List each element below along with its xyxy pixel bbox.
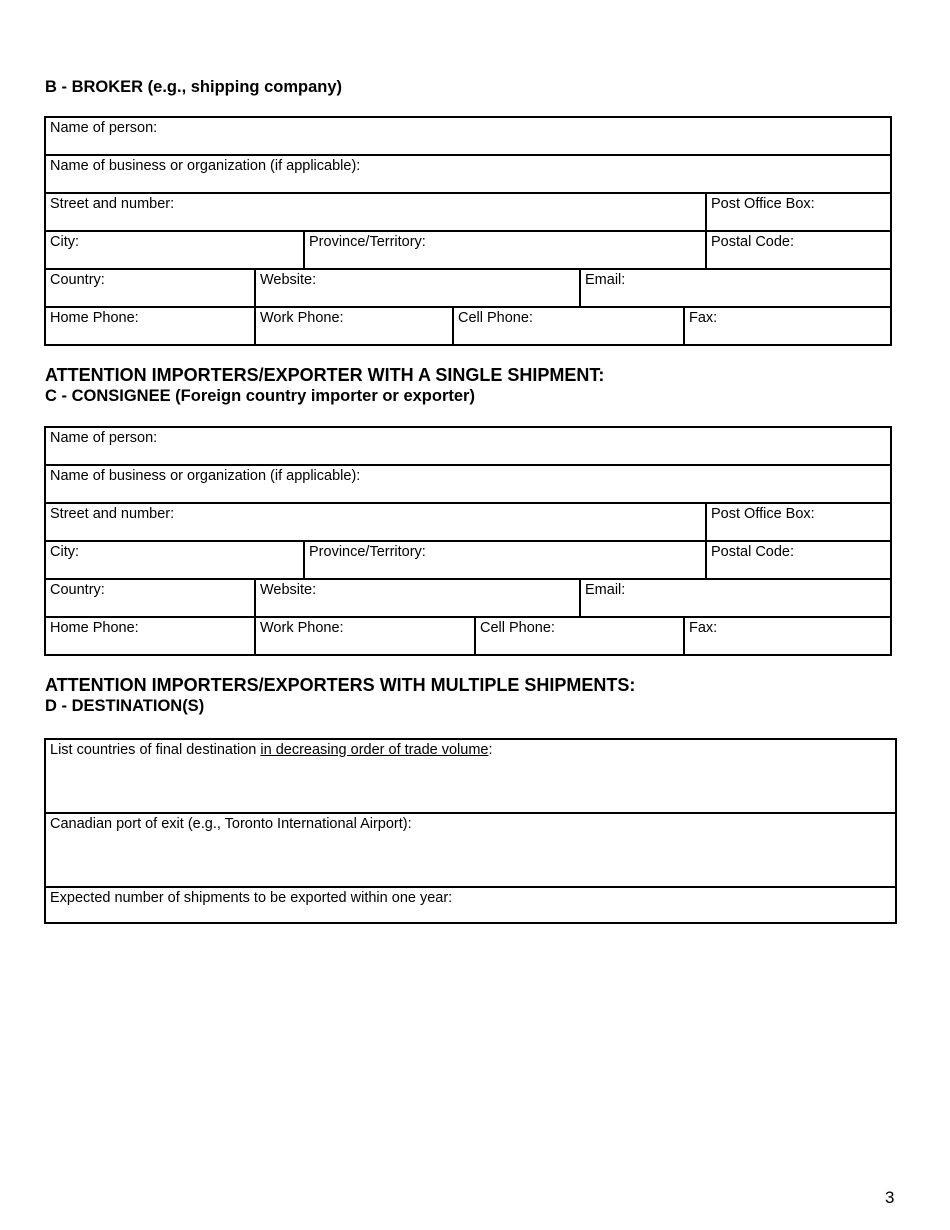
consignee-email-field[interactable]: [579, 580, 890, 616]
destinations-row-countries: [46, 740, 895, 814]
page-number: 3: [885, 1188, 895, 1207]
broker-row-contact: [46, 270, 890, 308]
field-label: Email:: [585, 582, 626, 598]
consignee-row-person: [46, 428, 890, 466]
field-label: City:: [50, 544, 79, 560]
field-label: Post Office Box:: [711, 196, 815, 212]
field-label: Home Phone:: [50, 620, 139, 636]
field-label: Canadian port of exit (e.g., Toronto International Airport):: [50, 816, 412, 832]
destination-countries-field[interactable]: [46, 740, 895, 812]
field-label: Expected number of shipments to be exported within one year:: [50, 890, 453, 906]
field-label: Home Phone:: [50, 310, 139, 326]
consignee-city-field[interactable]: [46, 542, 303, 578]
field-label: Fax:: [689, 310, 718, 326]
consignee-row-city: [46, 542, 890, 580]
consignee-street-field[interactable]: [46, 504, 705, 540]
field-label-emphasis: in decreasing order of trade volume: [260, 742, 489, 758]
broker-country-field[interactable]: [46, 270, 254, 306]
broker-po-box-field[interactable]: [705, 194, 890, 230]
consignee-name-of-person-field[interactable]: [46, 428, 890, 464]
consignee-business-name-field[interactable]: [46, 466, 890, 502]
broker-website-field[interactable]: [254, 270, 579, 306]
field-label: Name of person:: [50, 120, 158, 136]
field-label: Street and number:: [50, 196, 175, 212]
field-label: Post Office Box:: [711, 506, 815, 522]
consignee-website-field[interactable]: [254, 580, 579, 616]
broker-street-field[interactable]: [46, 194, 705, 230]
destinations-row-shipments: [46, 888, 895, 922]
field-label: Website:: [260, 582, 317, 598]
shipments-count-field[interactable]: [46, 888, 895, 922]
consignee-row-business: [46, 466, 890, 504]
broker-row-business: [46, 156, 890, 194]
consignee-po-box-field[interactable]: [705, 504, 890, 540]
consignee-row-contact: [46, 580, 890, 618]
field-label: Cell Phone:: [480, 620, 555, 636]
broker-form: [44, 116, 892, 346]
field-label-suffix: :: [488, 742, 493, 758]
broker-province-field[interactable]: [303, 232, 705, 268]
destinations-row-port: [46, 814, 895, 888]
broker-work-phone-field[interactable]: [254, 308, 452, 344]
broker-fax-field[interactable]: [683, 308, 890, 344]
broker-business-name-field[interactable]: [46, 156, 890, 192]
field-label: Work Phone:: [260, 620, 344, 636]
field-label: Work Phone:: [260, 310, 344, 326]
consignee-country-field[interactable]: [46, 580, 254, 616]
field-label: Fax:: [689, 620, 718, 636]
field-label: City:: [50, 234, 79, 250]
field-label: List countries of final destination: [50, 742, 261, 758]
field-label: Country:: [50, 582, 105, 598]
field-label: Website:: [260, 272, 317, 288]
field-label: Name of business or organization (if applicable):: [50, 158, 361, 174]
consignee-fax-field[interactable]: [683, 618, 890, 654]
port-of-exit-field[interactable]: [46, 814, 895, 886]
field-label: Email:: [585, 272, 626, 288]
consignee-cell-phone-field[interactable]: [474, 618, 683, 654]
field-label: Province/Territory:: [309, 544, 426, 560]
field-label: Province/Territory:: [309, 234, 426, 250]
field-label: Country:: [50, 272, 105, 288]
destinations-heading: D - DESTINATION(S): [45, 697, 205, 715]
consignee-row-phones: [46, 618, 890, 654]
field-label: Postal Code:: [711, 544, 795, 560]
consignee-work-phone-field[interactable]: [254, 618, 474, 654]
consignee-row-street: [46, 504, 890, 542]
field-label: Cell Phone:: [458, 310, 533, 326]
single-shipment-attention: ATTENTION IMPORTERS/EXPORTER WITH A SINGLE SHIPMENT:: [45, 365, 605, 385]
broker-city-field[interactable]: [46, 232, 303, 268]
consignee-home-phone-field[interactable]: [46, 618, 254, 654]
broker-row-phones: [46, 308, 890, 344]
broker-cell-phone-field[interactable]: [452, 308, 683, 344]
broker-name-of-person-field[interactable]: [46, 118, 890, 154]
broker-row-street: [46, 194, 890, 232]
consignee-province-field[interactable]: [303, 542, 705, 578]
consignee-postal-code-field[interactable]: [705, 542, 890, 578]
field-label: Postal Code:: [711, 234, 795, 250]
broker-home-phone-field[interactable]: [46, 308, 254, 344]
broker-heading: B - BROKER (e.g., shipping company): [45, 78, 343, 96]
multiple-shipments-attention: ATTENTION IMPORTERS/EXPORTERS WITH MULTIPLE SHIPMENTS:: [45, 675, 636, 695]
field-label: Name of person:: [50, 430, 158, 446]
field-label: Street and number:: [50, 506, 175, 522]
broker-row-city: [46, 232, 890, 270]
consignee-heading: C - CONSIGNEE (Foreign country importer or exporter): [45, 387, 475, 405]
field-label: Name of business or organization (if applicable):: [50, 468, 361, 484]
broker-postal-code-field[interactable]: [705, 232, 890, 268]
broker-row-person: [46, 118, 890, 156]
broker-email-field[interactable]: [579, 270, 890, 306]
destinations-form: [44, 738, 897, 924]
consignee-form: [44, 426, 892, 656]
